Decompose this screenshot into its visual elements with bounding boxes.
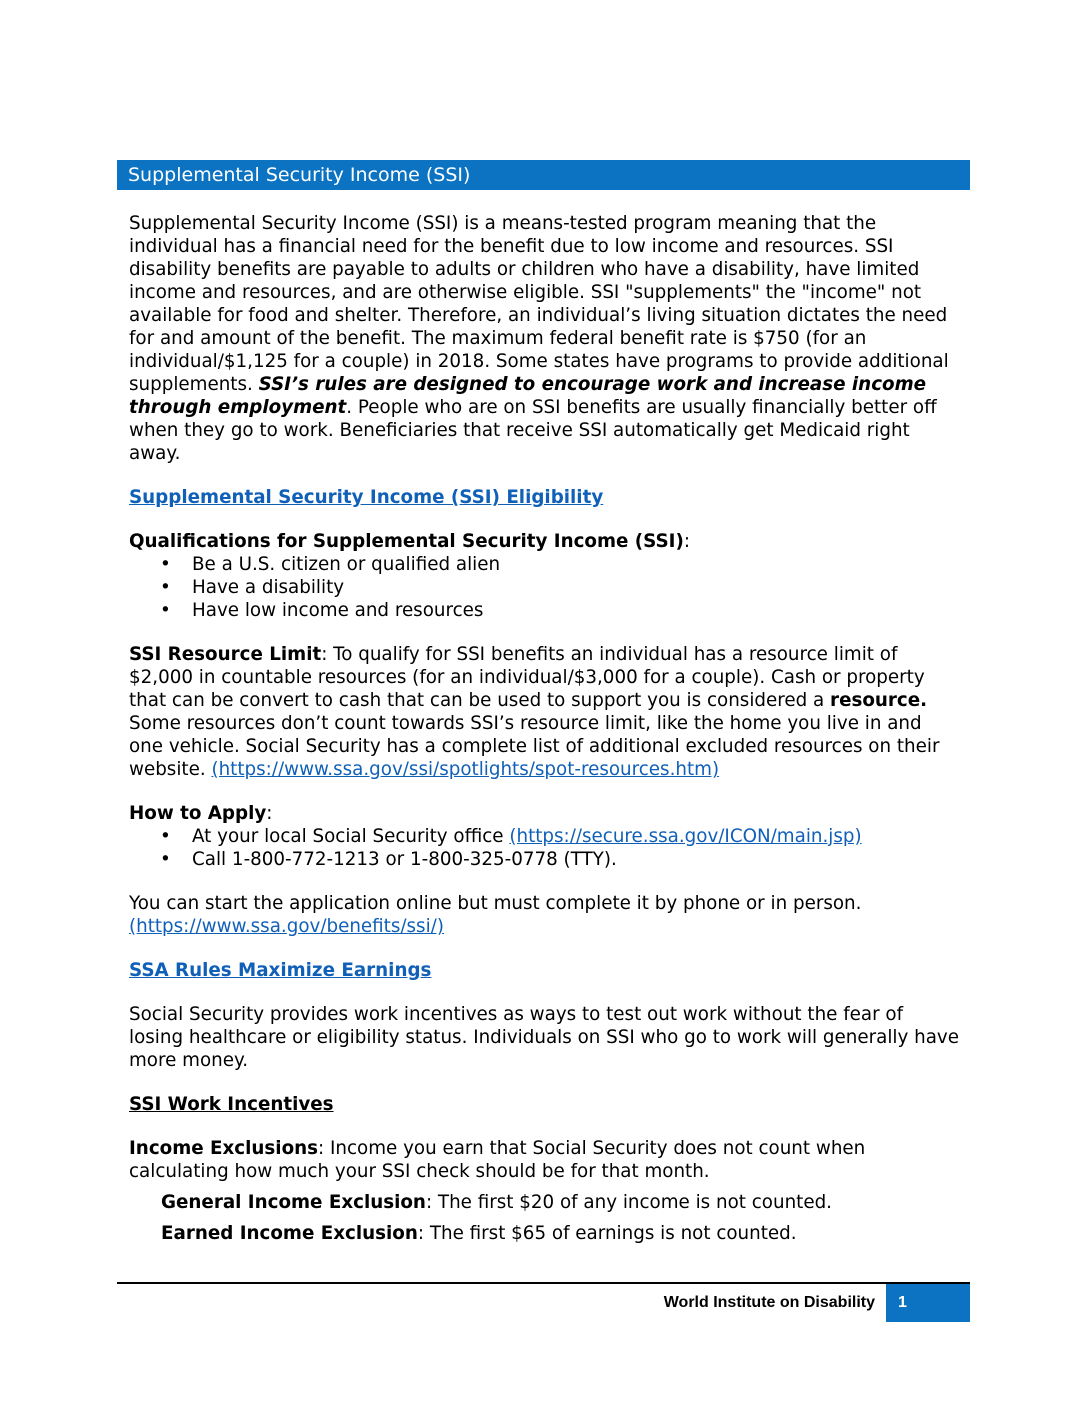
- qualifications-list: [129, 553, 959, 622]
- footer-divider: [117, 1282, 970, 1284]
- resource-limit-label: SSI Resource Limit: [129, 644, 322, 665]
- how-to-apply-heading: How to Apply:: [129, 803, 273, 824]
- intro-text: Supplemental Security Income (SSI) is a means-tested program meaning that the individual has a financial need for the benefit due to low income and resources. SSI disability benefits are payable to adults or children who have a disability, have limited income and resources, and are otherwise eligible. SSI "supplements" the "income" not available for food and shelter. Therefore, an individual’s living situation dictates the need for and amount of the benefit. The maximum federal benefit rate is $750 (for an individual/$1,125 for a couple) in 2018. Some states have programs to provide additional supplements.: [129, 213, 949, 395]
- list-item: • Have low income and resources: [160, 600, 484, 621]
- apply-list: [129, 825, 959, 871]
- online-application-paragraph: You can start the application online but must complete it by phone or in person. (https://www.ssa.gov/benefits/ssi/): [129, 893, 862, 937]
- earned-income-exclusion: Earned Income Exclusion: The first $65 of earnings is not counted.: [161, 1223, 797, 1244]
- maximize-paragraph: Social Security provides work incentives as ways to test out work without the fear of losing healthcare or eligibility status. Individuals on SSI who go to work will generally have more money.: [129, 1004, 959, 1071]
- qualifications-heading: Qualifications for Supplemental Security Income (SSI):: [129, 531, 690, 552]
- intro-paragraph: [129, 212, 959, 465]
- general-income-exclusion: General Income Exclusion: The first $20 of any income is not counted.: [161, 1192, 832, 1213]
- list-item: • Have a disability: [160, 577, 345, 598]
- income-exclusions-paragraph: Income Exclusions: Income you earn that Social Security does not count when calculating how much your SSI check should be for that month.: [129, 1138, 866, 1182]
- page-content: [129, 212, 959, 1245]
- ssa-rules-link[interactable]: SSA Rules Maximize Earnings: [129, 960, 432, 981]
- section-banner: Supplemental Security Income (SSI): [117, 160, 970, 190]
- intro-text-end: . People who are on SSI benefits are usually financially better off when they go to work. Beneficiaries that receive SSI automatically get Medicaid right away.: [129, 397, 937, 464]
- list-item: • At your local Social Security office (https://secure.ssa.gov/ICON/main.jsp): [160, 826, 862, 847]
- work-incentives-heading: SSI Work Incentives: [129, 1094, 334, 1115]
- list-item: • Call 1-800-772-1213 or 1-800-325-0778 (TTY).: [160, 849, 617, 870]
- icon-main-link[interactable]: (https://secure.ssa.gov/ICON/main.jsp): [509, 826, 862, 847]
- benefits-ssi-link[interactable]: (https://www.ssa.gov/benefits/ssi/): [129, 916, 444, 937]
- page-number-badge: 1: [886, 1284, 970, 1322]
- spot-resources-link[interactable]: (https://www.ssa.gov/ssi/spotlights/spot-resources.htm): [211, 759, 720, 780]
- list-item: • Be a U.S. citizen or qualified alien: [160, 554, 501, 575]
- resource-limit-paragraph: SSI Resource Limit: To qualify for SSI benefits an individual has a resource limit of $2,000 in countable resources (for an individual/$3,000 for a couple). Cash or property that can be convert to cash that can be used to support you is considered a resource. Some resources don’t count towards SSI’s resource limit, like the home you live in and one vehicle. Social Security has a complete list of additional excluded resources on their website. (https://www.ssa.gov/ssi/spotlights/spot-resources.htm): [129, 644, 940, 780]
- intro-emphasis: SSI’s rules are designed to encourage work and increase income through employment: [129, 374, 927, 418]
- footer-organization: World Institute on Disability: [663, 1294, 875, 1311]
- ssi-eligibility-link[interactable]: Supplemental Security Income (SSI) Eligibility: [129, 487, 604, 508]
